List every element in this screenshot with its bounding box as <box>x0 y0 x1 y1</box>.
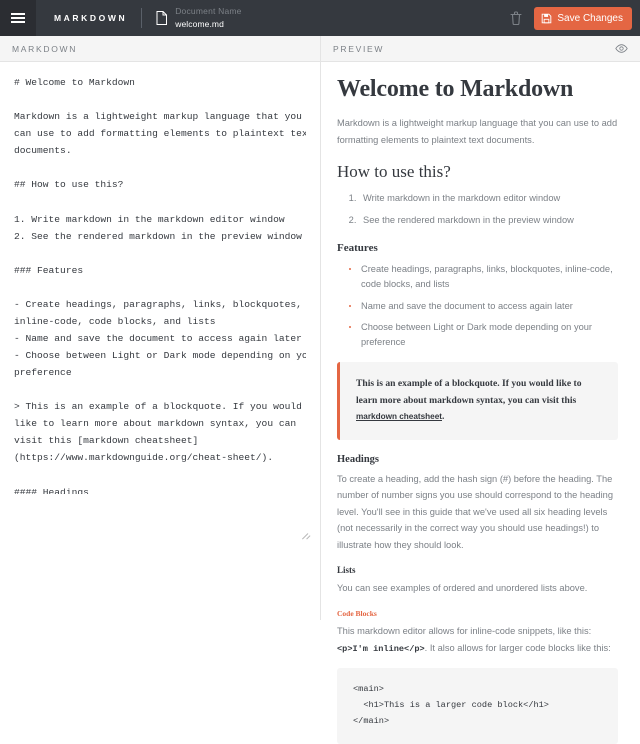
eye-preview-icon <box>615 44 628 53</box>
markdown-cheatsheet-link[interactable]: markdown cheatsheet <box>356 412 442 422</box>
preview-lists-paragraph: You can see examples of ordered and unordered lists above. <box>337 583 588 594</box>
panels-container <box>0 36 640 726</box>
list-item: 2. See the rendered markdown in the preview window <box>359 213 618 228</box>
code-block-content: <main> <h1>This is a larger code block</h1> </main> <box>353 683 549 726</box>
preview-h5: Lists <box>337 565 356 576</box>
preview-h6: Code Blocks <box>337 609 377 618</box>
blockquote-text <box>356 376 602 426</box>
preview-h1: Welcome to Markdown <box>337 76 574 102</box>
preview-intro-paragraph: Markdown is a lightweight markup language that you can use to add formatting elements to plaintext text documents. <box>337 118 618 145</box>
markdown-panel-header <box>0 36 320 62</box>
document-info[interactable] <box>142 0 507 36</box>
preview-code-block <box>337 668 618 744</box>
preview-panel-title: PREVIEW <box>333 43 385 54</box>
document-name-label: Document Name <box>175 6 242 17</box>
blockquote-body: This is an example of a blockquote. If you would like to learn more about markdown syntax, you can visit this <box>356 378 582 406</box>
document-file-icon <box>156 11 167 25</box>
preview-h3: Features <box>337 241 378 254</box>
preview-h2: How to use this? <box>337 162 451 182</box>
preview-h4: Headings <box>337 453 380 465</box>
save-floppy-icon <box>541 13 552 24</box>
markdown-editor-area <box>0 62 320 620</box>
list-item: Create headings, paragraphs, links, blockquotes, inline-code, code blocks, and lists <box>347 262 618 292</box>
save-changes-label: Save Changes <box>557 12 623 24</box>
markdown-panel-title: MARKDOWN <box>12 43 78 54</box>
toggle-preview-button[interactable] <box>615 44 628 53</box>
preview-blockquote <box>337 362 618 440</box>
preview-panel <box>320 36 640 726</box>
inline-code-snippet: <p>I'm inline</p> <box>337 643 425 654</box>
header-actions <box>507 0 640 36</box>
blockquote-tail: . <box>442 411 445 423</box>
preview-ordered-list <box>337 191 618 228</box>
preview-content <box>321 62 640 744</box>
hamburger-menu-icon <box>11 13 25 23</box>
delete-document-button[interactable] <box>507 9 525 27</box>
markdown-editor-panel <box>0 36 320 620</box>
app-logo: MARKDOWN <box>54 13 128 23</box>
trash-delete-icon <box>510 11 522 25</box>
document-name-value[interactable]: welcome.md <box>175 18 224 29</box>
code-para-after: . It also allows for larger code blocks like this: <box>424 642 611 653</box>
list-item: 1. Write markdown in the markdown editor window <box>359 191 618 206</box>
preview-code-paragraph <box>337 623 618 657</box>
preview-unordered-list <box>337 262 618 350</box>
textarea-resize-handle[interactable] <box>300 526 308 534</box>
code-para-before: This markdown editor allows for inline-code snippets, like this: <box>337 626 592 636</box>
markdown-source-input[interactable] <box>14 74 306 494</box>
save-changes-button[interactable] <box>534 7 632 30</box>
list-item: Name and save the document to access again later <box>347 299 618 314</box>
app-header <box>0 0 640 36</box>
list-item: Choose between Light or Dark mode depending on your preference <box>347 320 618 350</box>
preview-panel-header <box>321 36 640 62</box>
hamburger-menu-button[interactable] <box>0 0 36 36</box>
preview-headings-paragraph: To create a heading, add the hash sign (#) before the heading. The number of number signs you use should correspond to the heading level. You'll see in this guide that we've used all six heading levels (not necessarily in the correct way you should use headings!) to illustrate how they should look. <box>337 473 613 550</box>
